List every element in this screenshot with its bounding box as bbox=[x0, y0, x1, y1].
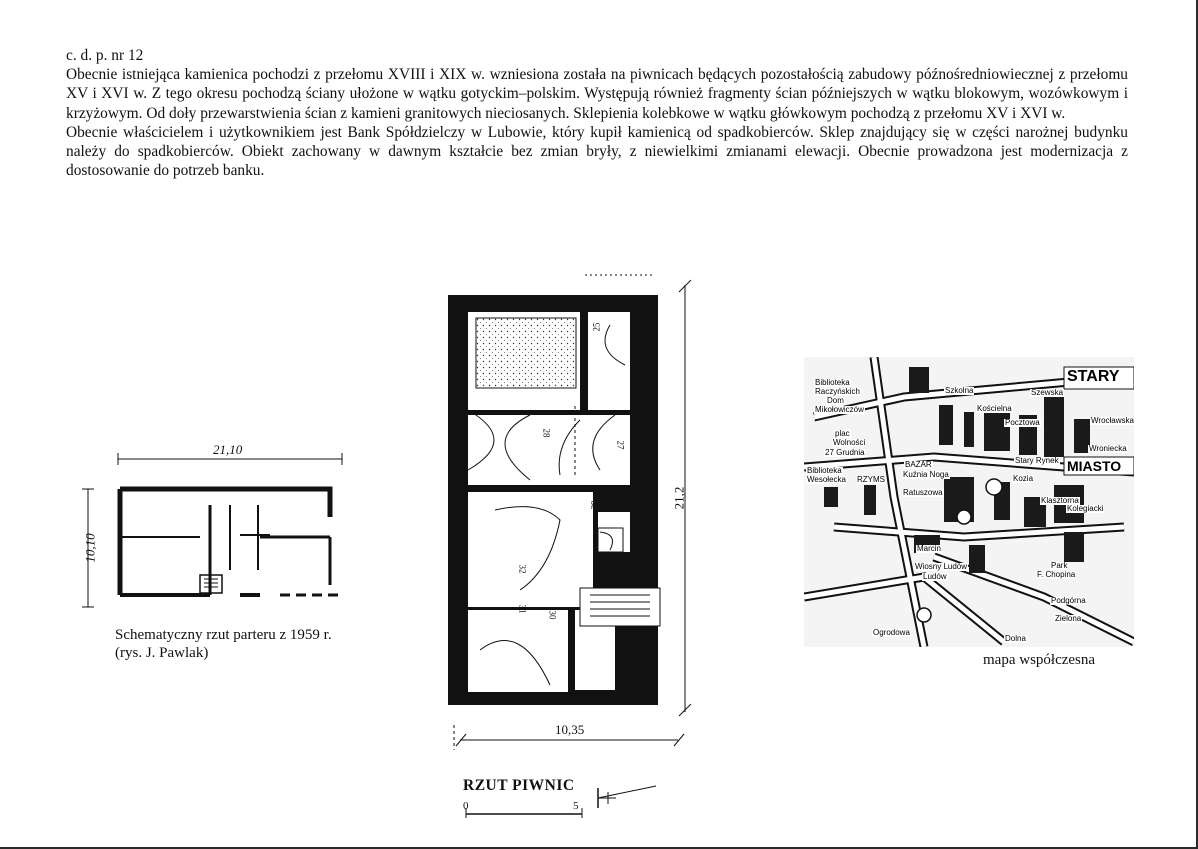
map-label-kozia: Kozia bbox=[1013, 474, 1034, 483]
map-label-wiosny-ludow: Wiosny Ludów bbox=[915, 562, 968, 571]
basement-plan-title: RZUT PIWNIC bbox=[463, 777, 575, 794]
map-label-wroclawska: Wrocławska bbox=[1091, 416, 1134, 425]
map-label-wolnosci: Wolności bbox=[833, 438, 866, 447]
scale-bar bbox=[462, 800, 602, 830]
map-label-pocztowa: Pocztowa bbox=[1005, 418, 1040, 427]
map-label-bazar: BAZAR bbox=[905, 460, 932, 469]
room-number-28: 28 bbox=[541, 428, 552, 438]
map-caption: mapa współczesna bbox=[983, 652, 1096, 668]
map-label-ratuszowa: Ratuszowa bbox=[903, 488, 943, 497]
document-header: c. d. p. nr 12 bbox=[66, 47, 144, 64]
ground-plan-caption-line1: Schematyczny rzut parteru z 1959 r. bbox=[115, 627, 332, 643]
ground-plan-caption bbox=[115, 626, 332, 662]
map-label-biblioteka-1: Biblioteka bbox=[815, 378, 850, 387]
room-number-30: 30 bbox=[547, 610, 558, 620]
basement-height-label: 21,2 bbox=[671, 486, 687, 510]
map-label-marcin: Marcin bbox=[917, 544, 942, 553]
ground-floor-plan bbox=[80, 445, 350, 625]
map-label-27-grudnia: 27 Grudnia bbox=[825, 448, 865, 457]
room-number-29: 29 bbox=[589, 500, 600, 510]
scale-start-label: 0 bbox=[463, 800, 469, 812]
map-label-ludow: Ludów bbox=[923, 572, 947, 581]
north-arrow-icon bbox=[594, 782, 664, 812]
ground-plan-caption-line2: (rys. J. Pawlak) bbox=[115, 645, 209, 661]
map-label-kolegiacki: Kolegiacki bbox=[1067, 504, 1104, 513]
room-number-25: 25 bbox=[591, 322, 602, 332]
map-label-szewska: Szewska bbox=[1031, 388, 1064, 397]
map-label-mikolowiczow: Mikołowiczów bbox=[815, 405, 864, 414]
map-label-rzyms: RZYMS bbox=[857, 475, 885, 484]
paragraph-history: Obecnie istniejąca kamienica pochodzi z przełomu XVIII i XIX w. wzniesiona została na piwnicach będących pozostałością zabudowy późnośredniowiecznej z przełomu XV i XVI w. Z tego okresu pochodzą ściany ułożone w wątku gotyckim–polskim. Występują również fragmenty ścian późniejszych w wątku blokowym, wozówkowym i krzyżowym. Od doły przewarstwienia ścian z kamieni granitowych nieciosanych. Sklepienia kolebkowe w wątku główkowym pochodzą z przełomu XV i XVI w. bbox=[66, 66, 1128, 122]
room-number-31: 31 bbox=[517, 604, 528, 614]
map-label-zielona: Zielona bbox=[1055, 614, 1082, 623]
map-label-plac: plac bbox=[835, 429, 850, 438]
room-number-32: 32 bbox=[517, 564, 528, 574]
ground-plan-width-label: 21,10 bbox=[213, 442, 243, 457]
document-text bbox=[66, 46, 1128, 180]
map-label-dolna: Dolna bbox=[1005, 634, 1026, 643]
map-label-podgorna: Podgórna bbox=[1051, 596, 1086, 605]
map-label-biblioteka-2: Biblioteka bbox=[807, 466, 842, 475]
map-label-dom: Dom bbox=[827, 396, 844, 405]
map-label-klasztorna: Klasztorna bbox=[1041, 496, 1079, 505]
map-label-wroniecka: Wroniecka bbox=[1089, 444, 1127, 453]
ground-plan-height-label: 10,10 bbox=[82, 533, 98, 563]
basement-width-label: 10,35 bbox=[555, 722, 585, 737]
map-label-raczynskich: Raczyńskich bbox=[815, 387, 860, 396]
map-label-koscielna: Kościelna bbox=[977, 404, 1012, 413]
map-label-park: Park bbox=[1051, 561, 1068, 570]
map-label-miasto: MIASTO bbox=[1067, 458, 1122, 474]
map-label-kuznia-noga: Kuźnia Noga bbox=[903, 470, 949, 479]
map-label-wesolecka: Wesołecka bbox=[807, 475, 846, 484]
map-label-ogrodowa: Ogrodowa bbox=[873, 628, 910, 637]
map-label-stary: STARY bbox=[1067, 368, 1120, 385]
map-label-szkolna: Szkolna bbox=[945, 386, 974, 395]
scale-end-label: 5 bbox=[573, 800, 579, 812]
paragraph-ownership: Obecnie właścicielem i użytkownikiem jest Bank Spółdzielczy w Lubowie, który kupił kamienicą od spadkobierców. Sklep znajdujący się w części narożnej budynku należy do spadkobierców. Obiekt zachowany w dawnym kształcie bez zmian bryły, z niewielkimi zmianami elewacji. Obecnie prowadzona jest modernizacja z dostosowanie do potrzeb banku. bbox=[66, 123, 1128, 180]
map-label-f-chopina: F. Chopina bbox=[1037, 570, 1076, 579]
basement-plan bbox=[440, 270, 700, 750]
map-label-stary-rynek: Stary Rynek bbox=[1015, 456, 1059, 465]
room-number-27: 27 bbox=[615, 440, 626, 450]
contemporary-map bbox=[804, 357, 1134, 647]
